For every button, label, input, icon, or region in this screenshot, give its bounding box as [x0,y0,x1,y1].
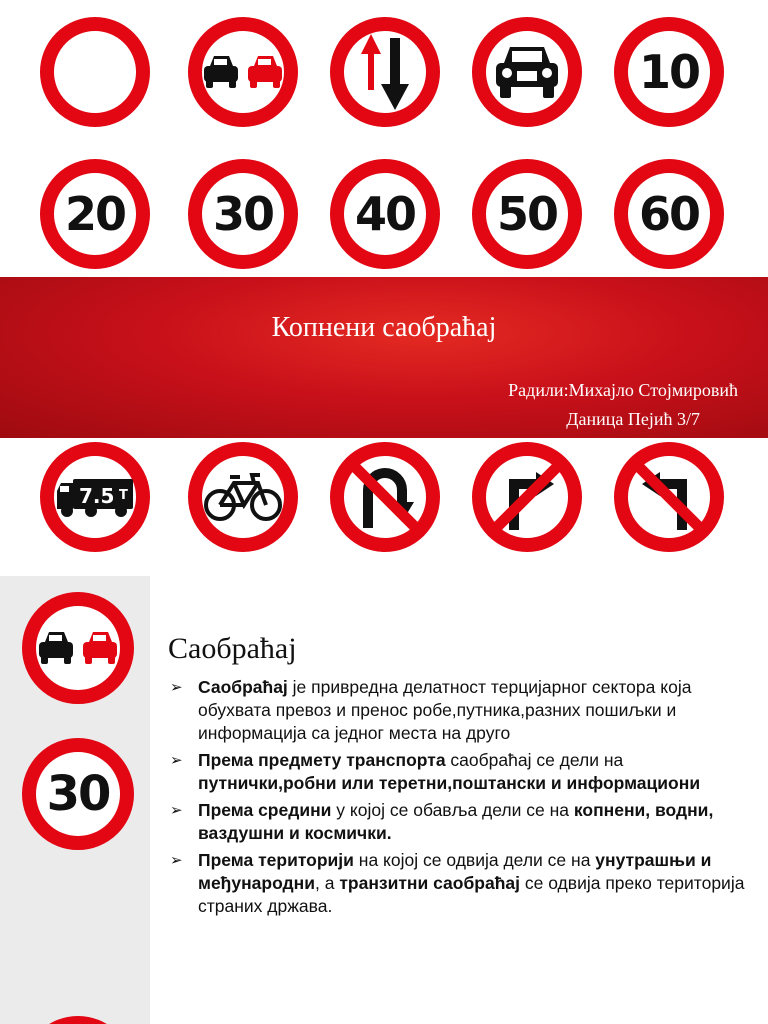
weight-limit-unit: T [119,488,128,503]
bullet-item [168,849,758,918]
no-overtaking-sign-icon [22,592,134,704]
no-overtaking-sign-icon [188,17,298,127]
slide-heading: Саобраћај [168,632,297,665]
speed-limit-50-sign-icon: 50 [472,159,582,269]
bullet-text: у којој се обавља дели се на [331,800,574,820]
speed-limit-sign-icon: 10 [614,17,724,127]
speed-limit-40-sign-icon: 40 [330,159,440,269]
no-bicycles-sign-icon [188,442,298,552]
bullet-text: је привредна делатност терцијарног сектора која обухвата превоз и пренос робе,путника,разних пошиљки и информација са једног места на друго [198,677,692,743]
weight-limit-value: 7.5 [79,484,115,508]
no-left-turn-sign-icon [614,442,724,552]
bullet-text: се одвија преко територија страних држава. [198,873,745,916]
bullet-bold-text: унутрашњи и међународни [198,850,712,893]
bullet-text: на којој се одвија дели се на [353,850,596,870]
author-line-2: Даница Пејић 3/7 [566,409,700,429]
partial-sign-icon [22,1016,134,1024]
no-vehicles-sign-icon [40,17,150,127]
bullet-bold-text: Према средини [198,800,332,820]
bullet-bold-text: путнички,робни или теретни,поштански и информациони [198,773,701,793]
speed-limit-60-sign-icon: 60 [614,159,724,269]
bullet-item [168,676,758,745]
weight-limit-truck-sign-icon [40,442,150,552]
speed-limit-30-sign-icon: 30 [188,159,298,269]
sign-side-panel [0,576,150,1024]
priority-oncoming-sign-icon [330,17,440,127]
bullet-arrow-icon: ➢ [170,752,183,769]
bullet-bold-text: Саобраћај [198,677,288,697]
bullet-arrow-icon: ➢ [170,802,183,819]
no-right-turn-sign-icon [472,442,582,552]
bullet-arrow-icon: ➢ [170,852,183,869]
no-motor-vehicles-sign-icon [472,17,582,127]
bullet-list [168,676,758,922]
bullet-item [168,799,758,845]
bullet-bold-text: транзитни саобраћај [339,873,520,893]
no-u-turn-sign-icon [330,442,440,552]
bullet-text: , а [315,873,340,893]
speed-limit-20-sign-icon: 20 [40,159,150,269]
speed-limit-30-sign-icon: 30 [22,738,134,850]
author-line-1: Радили:Михајло Стојмировић [508,380,738,400]
bullet-bold-text: Према предмету транспорта [198,750,446,770]
bullet-arrow-icon: ➢ [170,679,183,696]
bullet-bold-text: копнени, водни, ваздушни и космички. [198,800,714,843]
bullet-bold-text: Према територији [198,850,354,870]
bullet-item [168,749,758,795]
presentation-title: Копнени саобраћај [271,312,497,343]
authors [508,376,738,434]
content-slide [0,576,768,1024]
bullet-text: саобраћај се дели на [445,750,624,770]
